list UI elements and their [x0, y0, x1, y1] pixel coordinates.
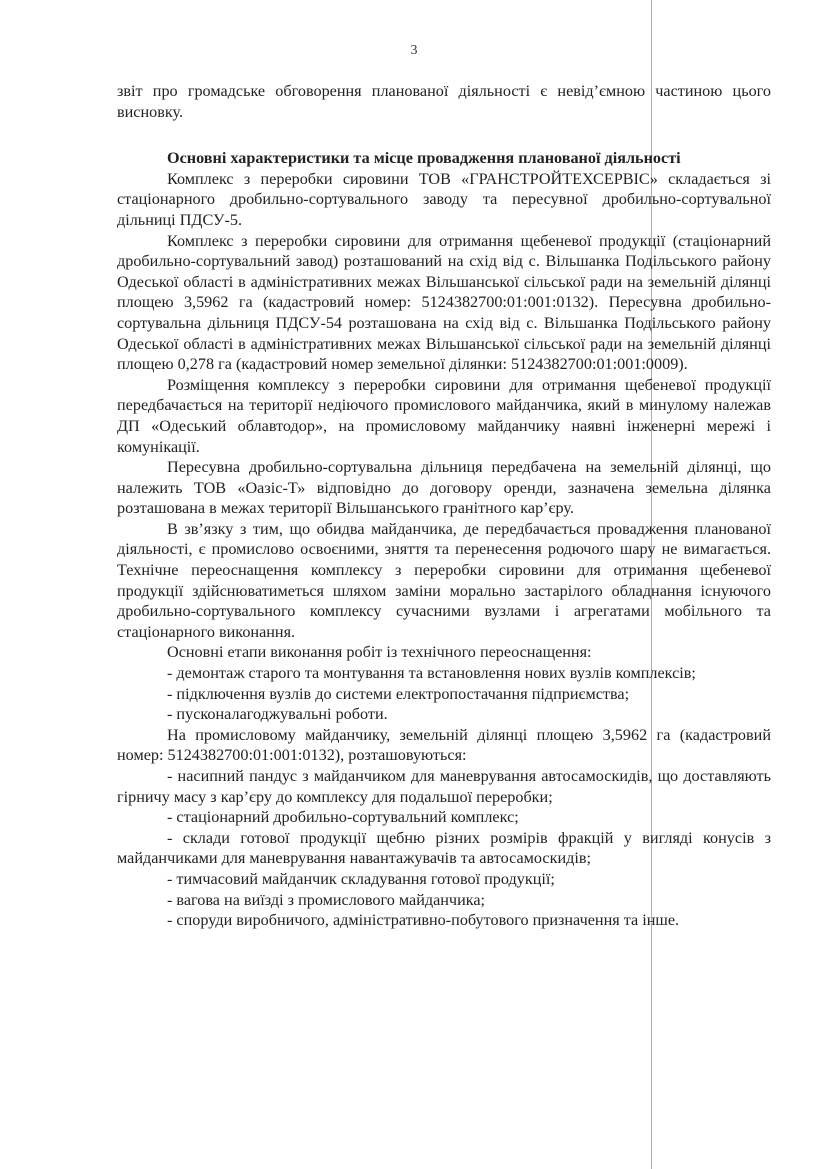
- section-heading: Основні характеристики та місце провадження планованої діяльності: [167, 149, 681, 168]
- list-item-buildings: - споруди виробничого, адміністративно-побутового призначення та інше.: [167, 911, 680, 930]
- list-item-temporary-storage: - тимчасовий майданчик складування готової продукції;: [167, 869, 555, 888]
- list-item-ramp: - насипний пандус з майданчиком для маневрування автосамоскидів, що доставляють гірничу масу з кар’єру до комплексу для подальшої переробки;: [117, 767, 771, 806]
- page-number: 3: [410, 43, 418, 58]
- paragraph-stages-intro: Основні етапи виконання робіт із технічного переоснащення:: [167, 643, 592, 662]
- paragraph-site-facilities-intro: На промисловому майданчику, земельній ділянці площею 3,5962 га (кадастровий номер: 5124382700:01:001:0132), розташовуються:: [117, 725, 771, 765]
- paragraph-re-equipment: В зв’язку з тим, що обидва майданчика, де передбачається провадження планованої діяльності, є промислово освоєними, зняття та перенесення родючого шару не вимагається. Технічне переоснащення комплексу з переробки сировини для отримання щебеневої продукції здійснюватиметься шляхом заміни морально застарілого обладнання існуючого дробильно-сортувального комплексу сучасними вузлами і агрегатами мобільного та стаціонарного виконання.: [117, 519, 771, 641]
- paragraph-mobile-site: Пересувна дробильно-сортувальна дільниця передбачена на земельній ділянці, що належить ТОВ «Оазіс-Т» відповідно до договору оренди, зазначена земельна ділянка розташована в межах території Вільшанського гранітного кар’єру.: [117, 458, 771, 518]
- paragraph-placement: Розміщення комплексу з переробки сировини для отримання щебеневої продукції передбачається на території недіючого промислового майданчика, який в минулому належав ДП «Одеський облавтодор», на промисловому майданчику наявні інженерні мережі і комунікації.: [117, 375, 771, 456]
- list-item-weighbridge: - вагова на виїзді з промислового майданчика;: [167, 890, 486, 909]
- list-item-power-connection: - підключення вузлів до системи електропостачання підприємства;: [167, 684, 630, 703]
- list-item-commissioning: - пусконалагоджувальні роботи.: [167, 705, 388, 724]
- paragraph-gap: [117, 122, 771, 148]
- document-body: [117, 81, 771, 931]
- list-item-stationary-complex: - стаціонарний дробильно-сортувальний комплекс;: [167, 808, 519, 827]
- paragraph-intro: звіт про громадське обговорення планованої діяльності є невід’ємною частиною цього висновку.: [117, 82, 771, 121]
- list-item-dismantling: - демонтаж старого та монтування та встановлення нових вузлів комплексів;: [167, 664, 696, 683]
- paragraph-complex-composition: Комплекс з переробки сировини ТОВ «ГРАНСТРОЙТЕХСЕРВІС» складається зі стаціонарного дробильно-сортувального заводу та пересувної дробильно-сортувальної дільниці ПДСУ-5.: [117, 169, 771, 229]
- list-item-product-storage: - склади готової продукції щебню різних розмірів фракцій у вигляді конусів з майданчиками для маневрування навантажувачів та автосамоскидів;: [117, 828, 771, 868]
- paragraph-location: Комплекс з переробки сировини для отримання щебеневої продукції (стаціонарний дробильно-сортувальний завод) розташований на схід від с. Вільшанка Подільського району Одеської області в адміністративних межах Вільшанської сільської ради на земельній ділянці площею 3,5962 га (кадастровий номер: 5124382700:01:001:0132). Пересувна дробильно-сортувальна дільниця ПДСУ-54 розташована на схід від с. Вільшанка Подільського району Одеської області в адміністративних межах Вільшанської сільської ради на земельній ділянці площею 0,278 га (кадастровий номер земельної ділянки: 5124382700:01:001:0009).: [117, 231, 771, 374]
